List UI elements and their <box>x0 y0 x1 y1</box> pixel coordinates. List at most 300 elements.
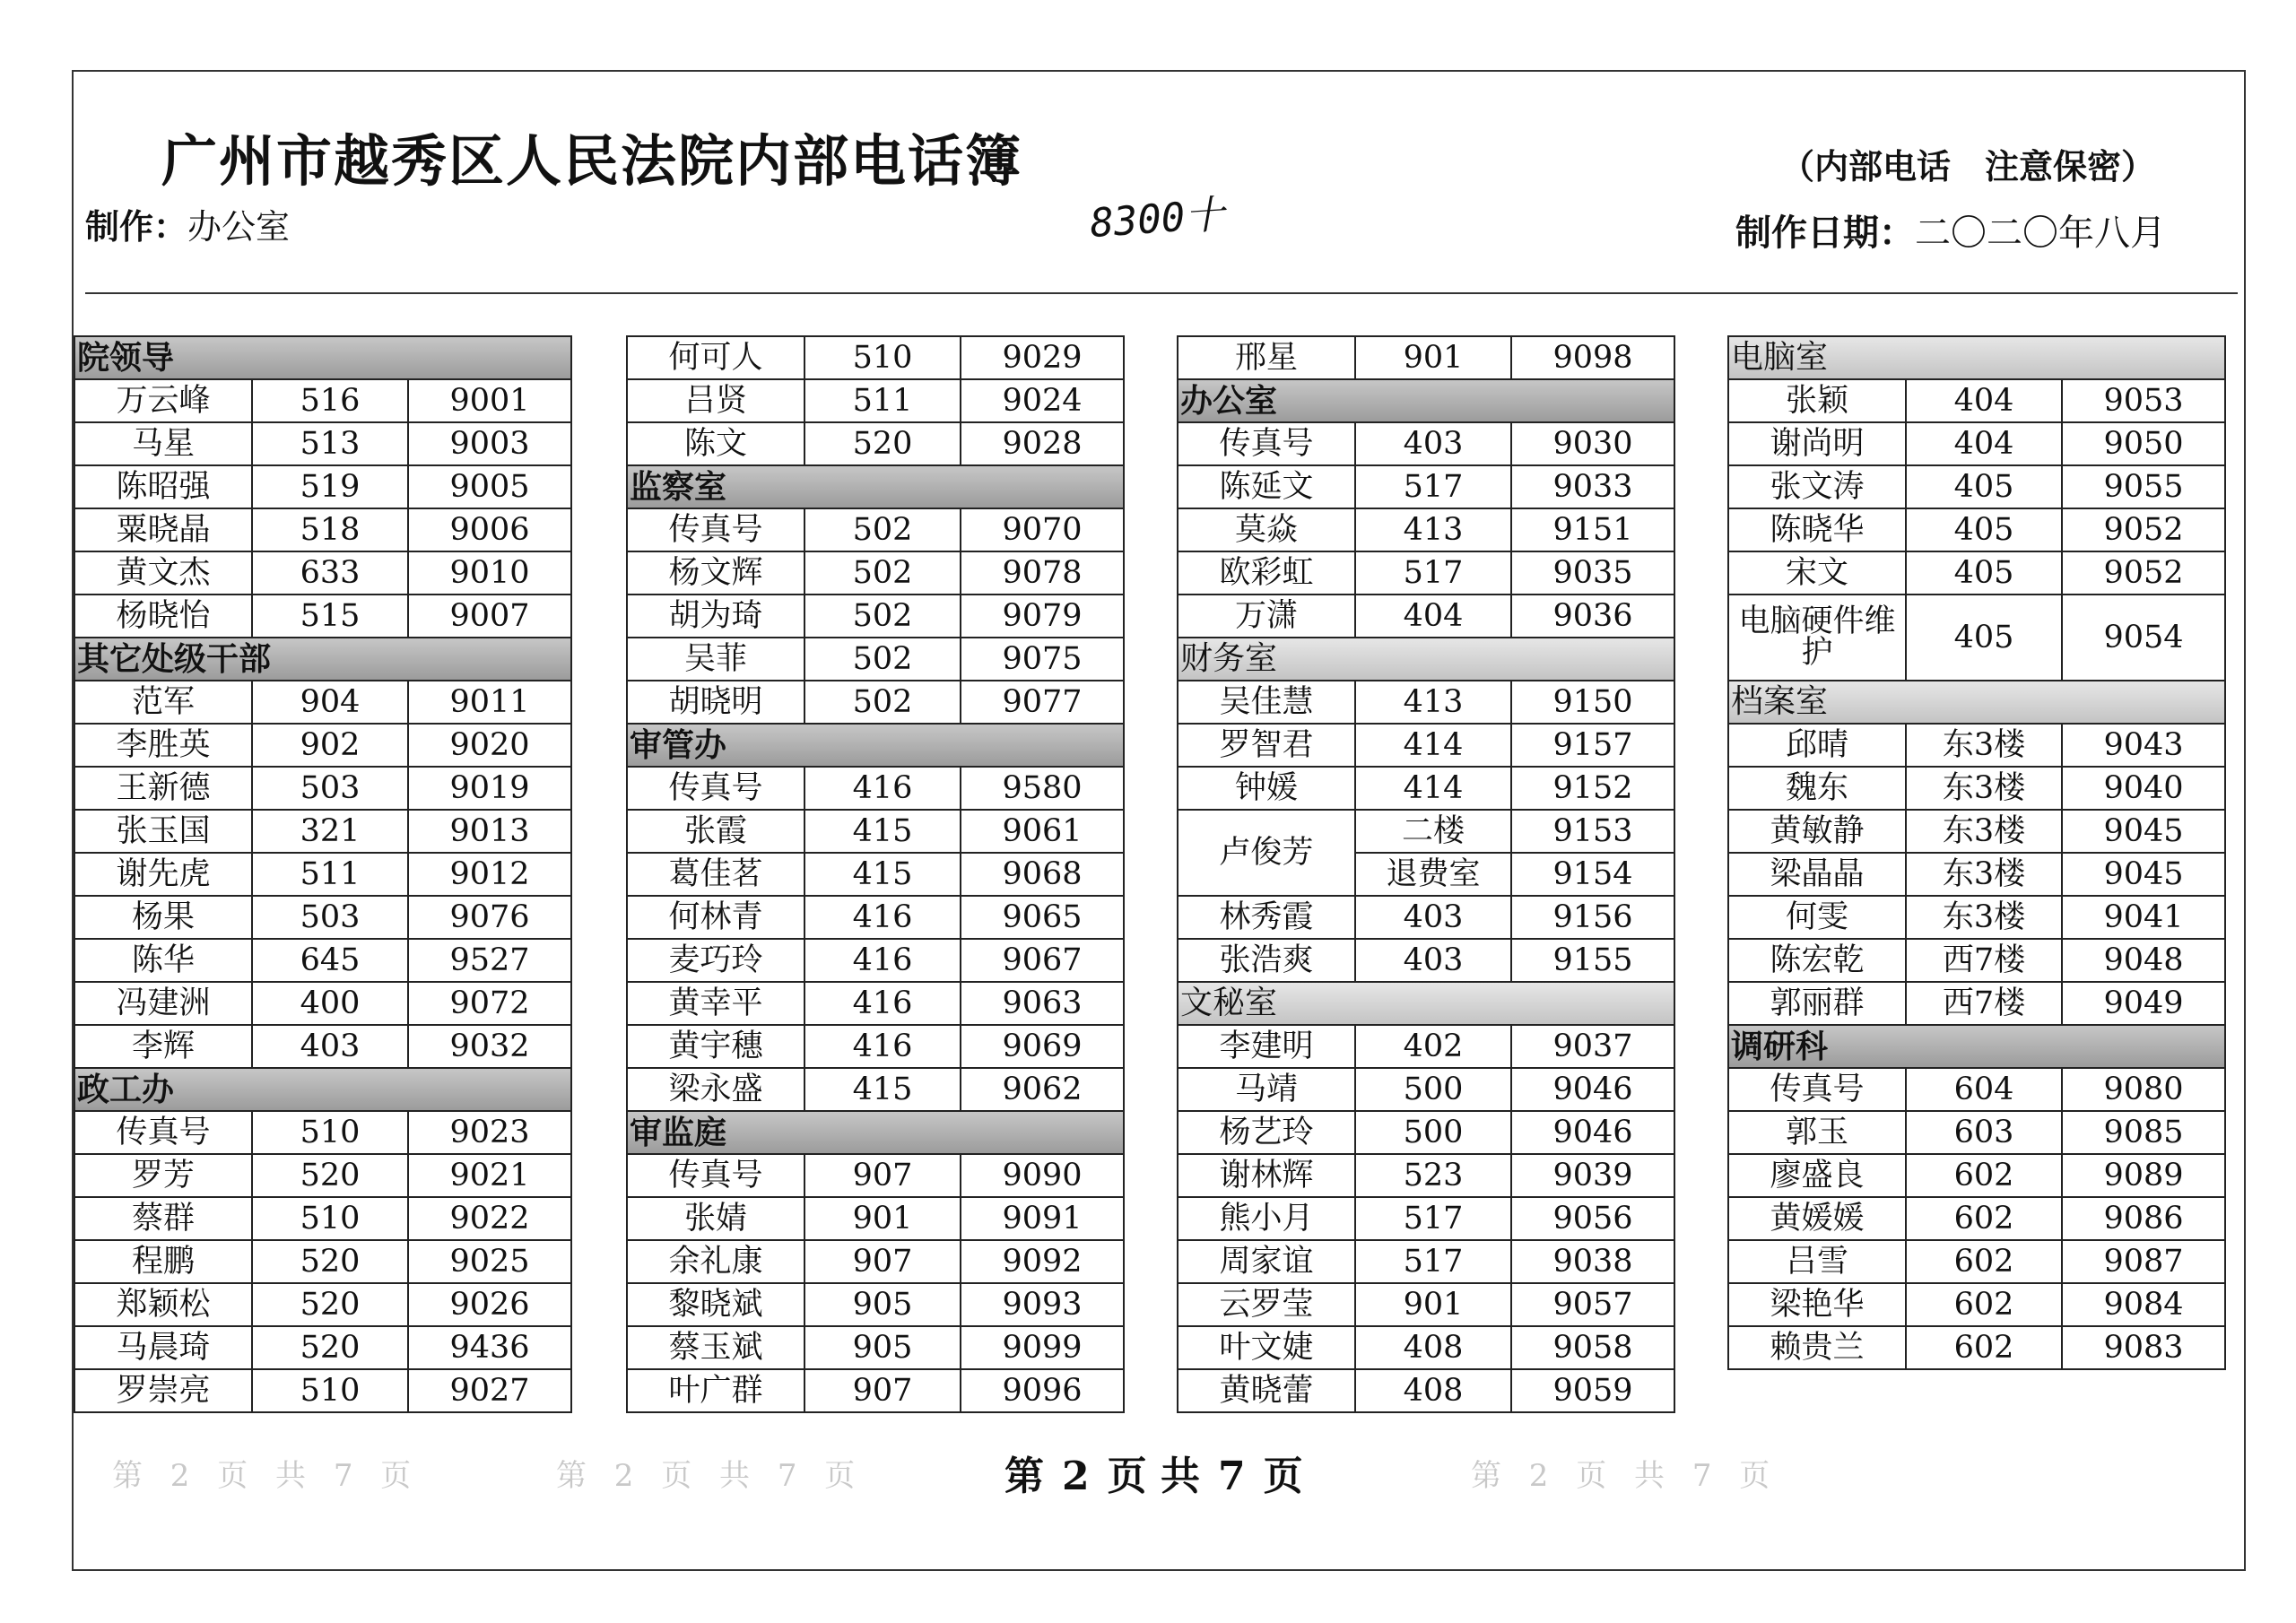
table-row <box>1728 939 2225 982</box>
section-title: 电脑室 <box>1728 336 2225 379</box>
extension: 416 <box>804 982 961 1025</box>
phone-number: 9068 <box>961 853 1124 896</box>
table-row <box>74 508 571 551</box>
date-value: 二〇二〇年八月 <box>1915 213 2166 254</box>
phone-number: 9012 <box>408 853 571 896</box>
contact-name: 传真号 <box>74 1111 252 1154</box>
section-title: 监察室 <box>627 465 1124 508</box>
extension: 602 <box>1906 1326 2062 1369</box>
contact-name: 谢先虎 <box>74 853 252 896</box>
phone-number: 9527 <box>408 939 571 982</box>
table-row <box>627 508 1124 551</box>
table-row <box>1728 508 2225 551</box>
directory-table <box>1177 335 1675 1413</box>
section-header-row <box>1728 681 2225 724</box>
table-row <box>1178 551 1674 595</box>
extension: 415 <box>804 853 961 896</box>
table-row <box>74 724 571 767</box>
extension: 907 <box>804 1369 961 1412</box>
table-row <box>74 1025 571 1068</box>
phone-number: 9046 <box>1511 1068 1674 1111</box>
contact-name: 林秀霞 <box>1178 896 1355 939</box>
table-row <box>1728 465 2225 508</box>
contact-name: 马靖 <box>1178 1068 1355 1111</box>
phone-number: 9056 <box>1511 1197 1674 1240</box>
phone-number: 9050 <box>2062 422 2225 465</box>
contact-name: 邢星 <box>1178 336 1355 379</box>
phone-number: 9039 <box>1511 1154 1674 1197</box>
extension: 520 <box>252 1154 408 1197</box>
contact-name: 何可人 <box>627 336 804 379</box>
phone-number: 9032 <box>408 1025 571 1068</box>
table-row <box>1178 896 1674 939</box>
extension: 404 <box>1906 379 2062 422</box>
phone-number: 9059 <box>1511 1369 1674 1412</box>
date-label: 制作日期： <box>1735 212 1915 254</box>
contact-name: 陈华 <box>74 939 252 982</box>
phone-number: 9086 <box>2062 1197 2225 1240</box>
table-row <box>1728 422 2225 465</box>
table-row <box>1728 982 2225 1025</box>
table-row <box>1728 595 2225 681</box>
phone-number: 9013 <box>408 810 571 853</box>
section-header-row <box>1178 982 1674 1025</box>
phone-number: 9043 <box>2062 724 2225 767</box>
phone-number: 9096 <box>961 1369 1124 1412</box>
table-row <box>1728 1111 2225 1154</box>
section-header-row <box>627 1111 1124 1154</box>
contact-name: 李胜英 <box>74 724 252 767</box>
contact-name: 粟晓晶 <box>74 508 252 551</box>
phone-number: 9153 <box>1511 810 1674 853</box>
contact-name: 黄幸平 <box>627 982 804 1025</box>
phone-number: 9156 <box>1511 896 1674 939</box>
contact-name: 传真号 <box>1178 422 1355 465</box>
page-total: 7 <box>1217 1454 1246 1499</box>
bleed-through-text-mid: 第 2 页 共 7 页 <box>556 1458 865 1494</box>
extension: 603 <box>1906 1111 2062 1154</box>
extension: 403 <box>1355 939 1511 982</box>
contact-name: 黄文杰 <box>74 551 252 595</box>
table-row <box>1728 1154 2225 1197</box>
table-row <box>1728 724 2225 767</box>
extension: 502 <box>804 508 961 551</box>
extension: 415 <box>804 810 961 853</box>
table-row <box>74 1369 571 1412</box>
extension: 502 <box>804 551 961 595</box>
extension: 408 <box>1355 1326 1511 1369</box>
phone-number: 9010 <box>408 551 571 595</box>
phone-number: 9155 <box>1511 939 1674 982</box>
phone-number: 9061 <box>961 810 1124 853</box>
extension: 413 <box>1355 508 1511 551</box>
phone-number: 9045 <box>2062 853 2225 896</box>
contact-name: 钟媛 <box>1178 767 1355 810</box>
directory-table <box>1727 335 2226 1370</box>
contact-name: 莫焱 <box>1178 508 1355 551</box>
extension: 西7楼 <box>1906 939 2062 982</box>
contact-name: 余礼康 <box>627 1240 804 1283</box>
extension: 645 <box>252 939 408 982</box>
contact-name: 宋文 <box>1728 551 1906 595</box>
table-row <box>627 982 1124 1025</box>
table-row <box>1178 1326 1674 1369</box>
table-row <box>627 422 1124 465</box>
phone-number: 9037 <box>1511 1025 1674 1068</box>
extension: 东3楼 <box>1906 853 2062 896</box>
table-row <box>1178 681 1674 724</box>
table-row <box>1728 379 2225 422</box>
contact-name: 欧彩虹 <box>1178 551 1355 595</box>
extension: 517 <box>1355 1197 1511 1240</box>
phone-number: 9083 <box>2062 1326 2225 1369</box>
phone-number: 9072 <box>408 982 571 1025</box>
extension: 500 <box>1355 1068 1511 1111</box>
table-row <box>627 595 1124 638</box>
phone-number: 9090 <box>961 1154 1124 1197</box>
extension: 403 <box>252 1025 408 1068</box>
contact-name: 张颖 <box>1728 379 1906 422</box>
extension: 405 <box>1906 551 2062 595</box>
phone-number: 9022 <box>408 1197 571 1240</box>
extension: 602 <box>1906 1283 2062 1326</box>
table-row <box>1728 1326 2225 1369</box>
extension: 901 <box>1355 1283 1511 1326</box>
contact-name: 杨文辉 <box>627 551 804 595</box>
phone-number: 9151 <box>1511 508 1674 551</box>
handwritten-note: 8300十 <box>1088 191 1226 247</box>
date-line <box>1735 204 2166 256</box>
extension: 602 <box>1906 1197 2062 1240</box>
extension: 405 <box>1906 465 2062 508</box>
table-row <box>74 1154 571 1197</box>
contact-name: 谢林辉 <box>1178 1154 1355 1197</box>
phone-number: 9580 <box>961 767 1124 810</box>
extension: 414 <box>1355 724 1511 767</box>
extension: 518 <box>252 508 408 551</box>
phone-number: 9075 <box>961 638 1124 681</box>
table-row <box>1728 1283 2225 1326</box>
table-row <box>1728 1197 2225 1240</box>
table-row <box>74 379 571 422</box>
table-row <box>1178 810 1674 853</box>
table-row <box>627 681 1124 724</box>
contact-name: 黄媛媛 <box>1728 1197 1906 1240</box>
extension: 413 <box>1355 681 1511 724</box>
table-row <box>627 853 1124 896</box>
table-row <box>627 1283 1124 1326</box>
table-row <box>1728 810 2225 853</box>
phone-number: 9033 <box>1511 465 1674 508</box>
extension: 东3楼 <box>1906 767 2062 810</box>
phone-number: 9092 <box>961 1240 1124 1283</box>
contact-name: 杨晓怡 <box>74 595 252 638</box>
contact-name: 叶广群 <box>627 1369 804 1412</box>
phone-number: 9098 <box>1511 336 1674 379</box>
table-row <box>1178 1068 1674 1111</box>
section-header-row <box>1728 1025 2225 1068</box>
extension: 416 <box>804 767 961 810</box>
extension: 520 <box>252 1326 408 1369</box>
table-row <box>74 767 571 810</box>
contact-name: 郭玉 <box>1728 1111 1906 1154</box>
table-row <box>74 896 571 939</box>
table-row <box>627 810 1124 853</box>
contact-name: 张霞 <box>627 810 804 853</box>
phone-number: 9052 <box>2062 551 2225 595</box>
contact-name: 魏东 <box>1728 767 1906 810</box>
contact-name: 蔡玉斌 <box>627 1326 804 1369</box>
phone-number: 9003 <box>408 422 571 465</box>
section-header-row <box>74 638 571 681</box>
phone-number: 9093 <box>961 1283 1124 1326</box>
table-row <box>1178 724 1674 767</box>
contact-name: 叶文婕 <box>1178 1326 1355 1369</box>
contact-name: 杨果 <box>74 896 252 939</box>
contact-name: 赖贵兰 <box>1728 1326 1906 1369</box>
section-header-row <box>74 336 571 379</box>
extension: 511 <box>252 853 408 896</box>
phone-number: 9025 <box>408 1240 571 1283</box>
section-title: 调研科 <box>1728 1025 2225 1068</box>
phone-number: 9053 <box>2062 379 2225 422</box>
extension: 403 <box>1355 422 1511 465</box>
table-row <box>1728 1240 2225 1283</box>
bleed-through-text-right: 第 2 页 共 7 页 <box>1471 1458 1779 1494</box>
directory-column-4 <box>1727 335 2226 1370</box>
phone-number: 9087 <box>2062 1240 2225 1283</box>
extension: 500 <box>1355 1111 1511 1154</box>
phone-number: 9062 <box>961 1068 1124 1111</box>
phone-number: 9089 <box>2062 1154 2225 1197</box>
contact-name: 传真号 <box>1728 1068 1906 1111</box>
phone-number: 9079 <box>961 595 1124 638</box>
extension: 510 <box>804 336 961 379</box>
phone-number: 9063 <box>961 982 1124 1025</box>
phone-number: 9077 <box>961 681 1124 724</box>
table-row <box>74 1111 571 1154</box>
page-suffix: 页 <box>1263 1454 1303 1499</box>
phone-number: 9041 <box>2062 896 2225 939</box>
contact-name: 周家谊 <box>1178 1240 1355 1283</box>
phone-number: 9040 <box>2062 767 2225 810</box>
section-header-row <box>1728 336 2225 379</box>
contact-name: 卢俊芳 <box>1178 810 1355 896</box>
table-row <box>627 939 1124 982</box>
contact-name: 张浩爽 <box>1178 939 1355 982</box>
phone-number: 9020 <box>408 724 571 767</box>
contact-name: 何林青 <box>627 896 804 939</box>
contact-name: 黄敏静 <box>1728 810 1906 853</box>
table-row <box>1728 1068 2225 1111</box>
phone-number: 9436 <box>408 1326 571 1369</box>
extension: 602 <box>1906 1154 2062 1197</box>
phone-number: 9058 <box>1511 1326 1674 1369</box>
phone-number: 9085 <box>2062 1111 2225 1154</box>
extension: 513 <box>252 422 408 465</box>
table-row <box>627 1025 1124 1068</box>
section-title: 办公室 <box>1178 379 1674 422</box>
contact-name: 万云峰 <box>74 379 252 422</box>
table-row <box>1178 595 1674 638</box>
contact-name: 陈宏乾 <box>1728 939 1906 982</box>
table-row <box>627 896 1124 939</box>
phone-number: 9001 <box>408 379 571 422</box>
table-row <box>1728 767 2225 810</box>
extension: 414 <box>1355 767 1511 810</box>
extension: 405 <box>1906 595 2062 681</box>
extension: 905 <box>804 1283 961 1326</box>
directory-table <box>626 335 1125 1413</box>
table-row <box>1178 1025 1674 1068</box>
contact-name: 云罗莹 <box>1178 1283 1355 1326</box>
header-divider <box>85 292 2238 294</box>
extension: 519 <box>252 465 408 508</box>
table-row <box>627 767 1124 810</box>
contact-name: 陈文 <box>627 422 804 465</box>
extension: 515 <box>252 595 408 638</box>
extension: 503 <box>252 767 408 810</box>
contact-name: 程鹏 <box>74 1240 252 1283</box>
extension: 东3楼 <box>1906 896 2062 939</box>
contact-name: 万潇 <box>1178 595 1355 638</box>
page-number: 2 <box>1062 1454 1090 1499</box>
contact-name: 罗智君 <box>1178 724 1355 767</box>
section-header-row <box>74 1068 571 1111</box>
table-row <box>627 638 1124 681</box>
contact-name: 吕雪 <box>1728 1240 1906 1283</box>
table-row <box>627 379 1124 422</box>
maker-line <box>85 199 290 248</box>
phone-number: 9007 <box>408 595 571 638</box>
contact-name: 郑颖松 <box>74 1283 252 1326</box>
table-row <box>1178 767 1674 810</box>
phone-number: 9099 <box>961 1326 1124 1369</box>
contact-name: 马星 <box>74 422 252 465</box>
table-row <box>1178 1197 1674 1240</box>
contact-name: 王新德 <box>74 767 252 810</box>
contact-name: 黎晓斌 <box>627 1283 804 1326</box>
phone-number: 9049 <box>2062 982 2225 1025</box>
phone-number: 9046 <box>1511 1111 1674 1154</box>
table-row <box>627 551 1124 595</box>
section-title: 档案室 <box>1728 681 2225 724</box>
contact-name: 传真号 <box>627 508 804 551</box>
section-title: 政工办 <box>74 1068 571 1111</box>
contact-name: 吕贤 <box>627 379 804 422</box>
contact-name: 邱晴 <box>1728 724 1906 767</box>
extension: 517 <box>1355 551 1511 595</box>
phone-number: 9026 <box>408 1283 571 1326</box>
phone-number: 9023 <box>408 1111 571 1154</box>
extension: 405 <box>1906 508 2062 551</box>
phone-number: 9030 <box>1511 422 1674 465</box>
table-row <box>74 939 571 982</box>
extension: 东3楼 <box>1906 724 2062 767</box>
contact-name: 张婧 <box>627 1197 804 1240</box>
contact-name: 黄晓蕾 <box>1178 1369 1355 1412</box>
extension: 517 <box>1355 1240 1511 1283</box>
extension: 905 <box>804 1326 961 1369</box>
table-row <box>1178 508 1674 551</box>
contact-name: 麦巧玲 <box>627 939 804 982</box>
extension: 416 <box>804 896 961 939</box>
phone-number: 9006 <box>408 508 571 551</box>
table-row <box>1178 465 1674 508</box>
table-row <box>74 982 571 1025</box>
table-row <box>627 1068 1124 1111</box>
table-row <box>74 1283 571 1326</box>
table-row <box>1178 422 1674 465</box>
phone-number: 9065 <box>961 896 1124 939</box>
extension: 904 <box>252 681 408 724</box>
contact-name: 梁艳华 <box>1728 1283 1906 1326</box>
table-row <box>627 1197 1124 1240</box>
contact-name: 吴菲 <box>627 638 804 681</box>
table-row <box>1178 336 1674 379</box>
contact-name: 熊小月 <box>1178 1197 1355 1240</box>
section-title: 财务室 <box>1178 638 1674 681</box>
extension: 502 <box>804 681 961 724</box>
extension: 东3楼 <box>1906 810 2062 853</box>
confidential-note: （内部电话 注意保密） <box>1780 146 2156 187</box>
section-title: 审监庭 <box>627 1111 1124 1154</box>
table-row <box>1728 551 2225 595</box>
phone-number: 9150 <box>1511 681 1674 724</box>
phone-number: 9076 <box>408 896 571 939</box>
phone-number: 9054 <box>2062 595 2225 681</box>
extension: 二楼 <box>1355 810 1511 853</box>
table-row <box>1178 1154 1674 1197</box>
phone-number: 9024 <box>961 379 1124 422</box>
contact-name: 李辉 <box>74 1025 252 1068</box>
extension: 520 <box>252 1240 408 1283</box>
table-row <box>1178 1240 1674 1283</box>
phone-number: 9055 <box>2062 465 2225 508</box>
table-row <box>74 1240 571 1283</box>
extension: 403 <box>1355 896 1511 939</box>
contact-name: 吴佳慧 <box>1178 681 1355 724</box>
contact-name: 梁晶晶 <box>1728 853 1906 896</box>
phone-number: 9005 <box>408 465 571 508</box>
directory-column-3 <box>1177 335 1675 1413</box>
contact-name: 黄宇穗 <box>627 1025 804 1068</box>
extension: 416 <box>804 939 961 982</box>
extension: 907 <box>804 1240 961 1283</box>
phone-number: 9080 <box>2062 1068 2225 1111</box>
bleed-through-text-left: 第 2 页 共 7 页 <box>112 1458 421 1494</box>
table-row <box>74 681 571 724</box>
extension: 402 <box>1355 1025 1511 1068</box>
extension: 510 <box>252 1111 408 1154</box>
page-title: 广州市越秀区人民法院内部电话簿 <box>161 128 1023 194</box>
contact-name: 葛佳茗 <box>627 853 804 896</box>
table-row <box>74 465 571 508</box>
table-row <box>627 336 1124 379</box>
section-title: 其它处级干部 <box>74 638 571 681</box>
extension: 408 <box>1355 1369 1511 1412</box>
table-row <box>74 422 571 465</box>
extension: 602 <box>1906 1240 2062 1283</box>
phone-number: 9021 <box>408 1154 571 1197</box>
phone-number: 9045 <box>2062 810 2225 853</box>
extension: 604 <box>1906 1068 2062 1111</box>
phone-number: 9052 <box>2062 508 2225 551</box>
extension: 901 <box>804 1197 961 1240</box>
extension: 404 <box>1355 595 1511 638</box>
extension: 907 <box>804 1154 961 1197</box>
extension: 633 <box>252 551 408 595</box>
